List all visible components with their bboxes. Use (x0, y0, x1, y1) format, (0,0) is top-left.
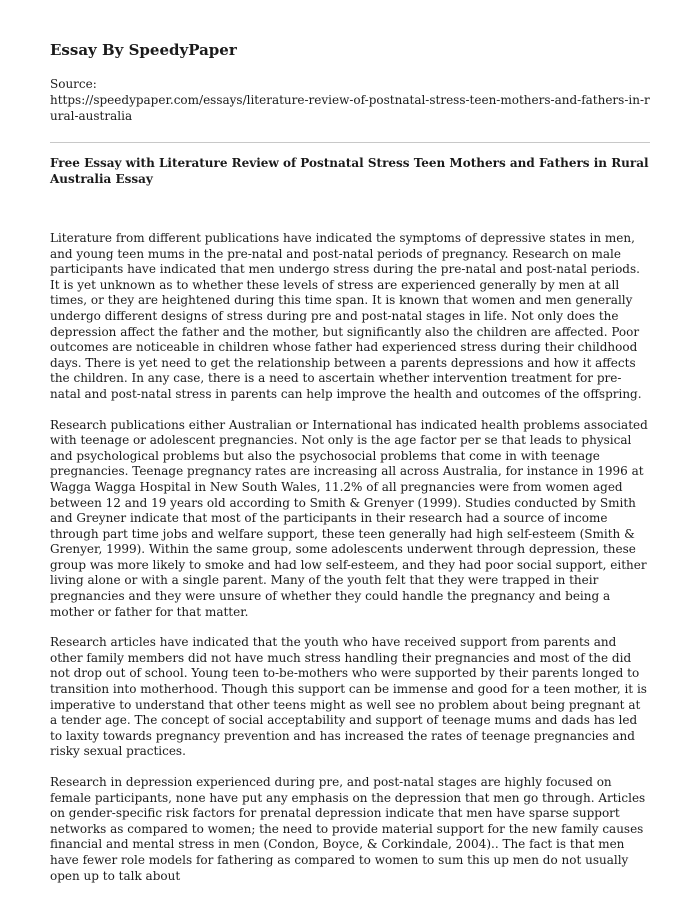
source-label: Source: (50, 77, 97, 91)
essay-paragraph: Research articles have indicated that the youth who have received support from parents and other family members did not have much stress handling their pregnancies and most of the did not drop out of school. Young teen to-be-mothers who were supported by their parents longed to transition into motherhood. Though this support can be immense and good for a teen mother, it is imperative to understand that other teens might as well see no problem about being pregnant at a tender age. The concept of social acceptability and support of teenage mums and dads has led to laxity towards pregnancy prevention and has increased the rates of teenage pregnancies and risky sexual practices. (50, 635, 647, 759)
essay-paragraph: Literature from different publications have indicated the symptoms of depressive states in men, and young teen mums in the pre-natal and post-natal periods of pregnancy. Research on male participants have indicated that men undergo stress during the pre-natal and post-natal periods. It is yet unknown as to whether these levels of stress are experienced generally by men at all times, or they are heightened during this time span. It is known that women and men generally undergo different designs of stress during pre and post-natal stages in life. Not only does the depression affect the father and the mother, but significantly also the children are affected. Poor outcomes are noticeable in children whose father had experienced stress during their childhood days. There is yet need to get the relationship between a parents depressions and how it affects the children. In any case, there is a need to ascertain whether intervention treatment for pre-natal and post-natal stress in parents can help improve the health and outcomes of the offspring. (50, 231, 642, 401)
source-url[interactable]: https://speedypaper.com/essays/literature-review-of-postnatal-stress-teen-mothers-and-fathers-in-rural-australia (50, 93, 650, 123)
essay-page (50, 40, 650, 899)
essay-paragraph: Research publications either Australian or International has indicated health problems associated with teenage or adolescent pregnancies. Not only is the age factor per se that leads to physical and psychological problems but also the psychosocial problems that come in with teenage pregnancies. Teenage pregnancy rates are increasing all across Australia, for instance in 1996 at Wagga Wagga Hospital in New South Wales, 11.2% of all pregnancies were from women aged between 12 and 19 years old according to Smith & Grenyer (1999). Studies conducted by Smith and Greyner indicate that most of the participants in their research had a source of income through part time jobs and welfare support, these teen generally had high self-esteem (Smith & Grenyer, 1999). Within the same group, some adolescents underwent through depression, these group was more likely to smoke and had low self-esteem, and they had poor social support, either living alone or with a single parent. Many of the youth felt that they were trapped in their pregnancies and they were unsure of whether they could handle the pregnancy and being a mother or father for that matter. (50, 417, 648, 619)
divider (50, 142, 650, 143)
essay-title: Free Essay with Literature Review of Postnatal Stress Teen Mothers and Fathers in Rural Australia Essay (50, 156, 649, 186)
essay-paragraph: Research in depression experienced during pre, and post-natal stages are highly focused on female participants, none have put any emphasis on the depression that men go through. Articles on gender-specific risk factors for prenatal depression indicate that men have sparse support networks as compared to women; the need to provide material support for the new family causes financial and mental stress in men (Condon, Boyce, & Corkindale, 2004).. The fact is that men have fewer role models for fathering as compared to women to sum this up men do not usually open up to talk about (50, 775, 646, 883)
brand-title: Essay By SpeedyPaper (50, 41, 237, 59)
